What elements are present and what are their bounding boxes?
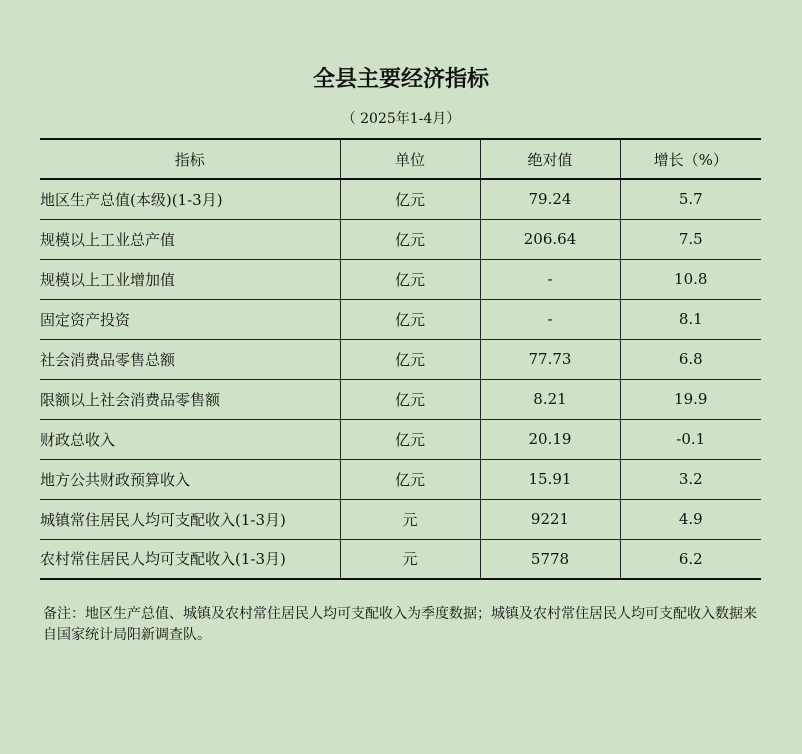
- indicator-name: 财政总收入: [40, 419, 340, 459]
- indicator-value: -: [480, 299, 620, 339]
- indicator-name: 地区生产总值(本级)(1-3月): [40, 179, 340, 219]
- column-header-unit: 单位: [340, 139, 480, 179]
- indicator-unit: 亿元: [340, 459, 480, 499]
- page-title: 全县主要经济指标: [312, 67, 489, 92]
- indicator-name: 固定资产投资: [40, 299, 340, 339]
- indicator-growth: -0.1: [620, 419, 761, 459]
- table-row: [40, 379, 761, 419]
- indicator-unit: 亿元: [340, 259, 480, 299]
- indicator-value: 5778: [480, 539, 620, 579]
- table-row: [40, 179, 761, 219]
- table-row: [40, 539, 761, 579]
- indicator-value: 9221: [480, 499, 620, 539]
- indicator-name: 社会消费品零售总额: [40, 339, 340, 379]
- column-header-value: 绝对值: [480, 139, 620, 179]
- table-header-row: [40, 139, 761, 179]
- indicator-value: -: [480, 259, 620, 299]
- column-header-indicator: 指标: [40, 139, 340, 179]
- table-row: [40, 299, 761, 339]
- indicator-unit: 亿元: [340, 219, 480, 259]
- table-row: [40, 459, 761, 499]
- column-header-growth: 增长（%）: [620, 139, 761, 179]
- footnote: 备注：地区生产总值、城镇及农村常住居民人均可支配收入为季度数据；城镇及农村常住居民人均可支配收入数据来自国家统计局阳新调查队。: [43, 606, 757, 643]
- indicator-name: 限额以上社会消费品零售额: [40, 379, 340, 419]
- indicator-name: 农村常住居民人均可支配收入(1-3月): [40, 539, 340, 579]
- indicator-growth: 10.8: [620, 259, 761, 299]
- period-subtitle: （ 2025年1-4月）: [341, 111, 461, 127]
- indicator-growth: 4.9: [620, 499, 761, 539]
- table-row: [40, 219, 761, 259]
- indicator-unit: 亿元: [340, 379, 480, 419]
- indicator-unit: 亿元: [340, 179, 480, 219]
- table-row: [40, 259, 761, 299]
- indicators-table: [40, 138, 761, 580]
- indicator-unit: 亿元: [340, 419, 480, 459]
- indicator-value: 79.24: [480, 179, 620, 219]
- indicator-name: 规模以上工业增加值: [40, 259, 340, 299]
- indicator-growth: 19.9: [620, 379, 761, 419]
- indicator-value: 206.64: [480, 219, 620, 259]
- indicator-value: 8.21: [480, 379, 620, 419]
- indicator-unit: 亿元: [340, 339, 480, 379]
- indicator-name: 规模以上工业总产值: [40, 219, 340, 259]
- table-row: [40, 499, 761, 539]
- table-row: [40, 339, 761, 379]
- indicator-unit: 亿元: [340, 299, 480, 339]
- indicator-growth: 5.7: [620, 179, 761, 219]
- indicator-growth: 8.1: [620, 299, 761, 339]
- indicator-value: 15.91: [480, 459, 620, 499]
- indicator-unit: 元: [340, 539, 480, 579]
- indicator-unit: 元: [340, 499, 480, 539]
- indicator-value: 77.73: [480, 339, 620, 379]
- indicator-growth: 6.2: [620, 539, 761, 579]
- indicator-name: 地方公共财政预算收入: [40, 459, 340, 499]
- indicator-value: 20.19: [480, 419, 620, 459]
- indicator-growth: 3.2: [620, 459, 761, 499]
- indicator-name: 城镇常住居民人均可支配收入(1-3月): [40, 499, 340, 539]
- indicator-growth: 6.8: [620, 339, 761, 379]
- indicator-growth: 7.5: [620, 219, 761, 259]
- table-row: [40, 419, 761, 459]
